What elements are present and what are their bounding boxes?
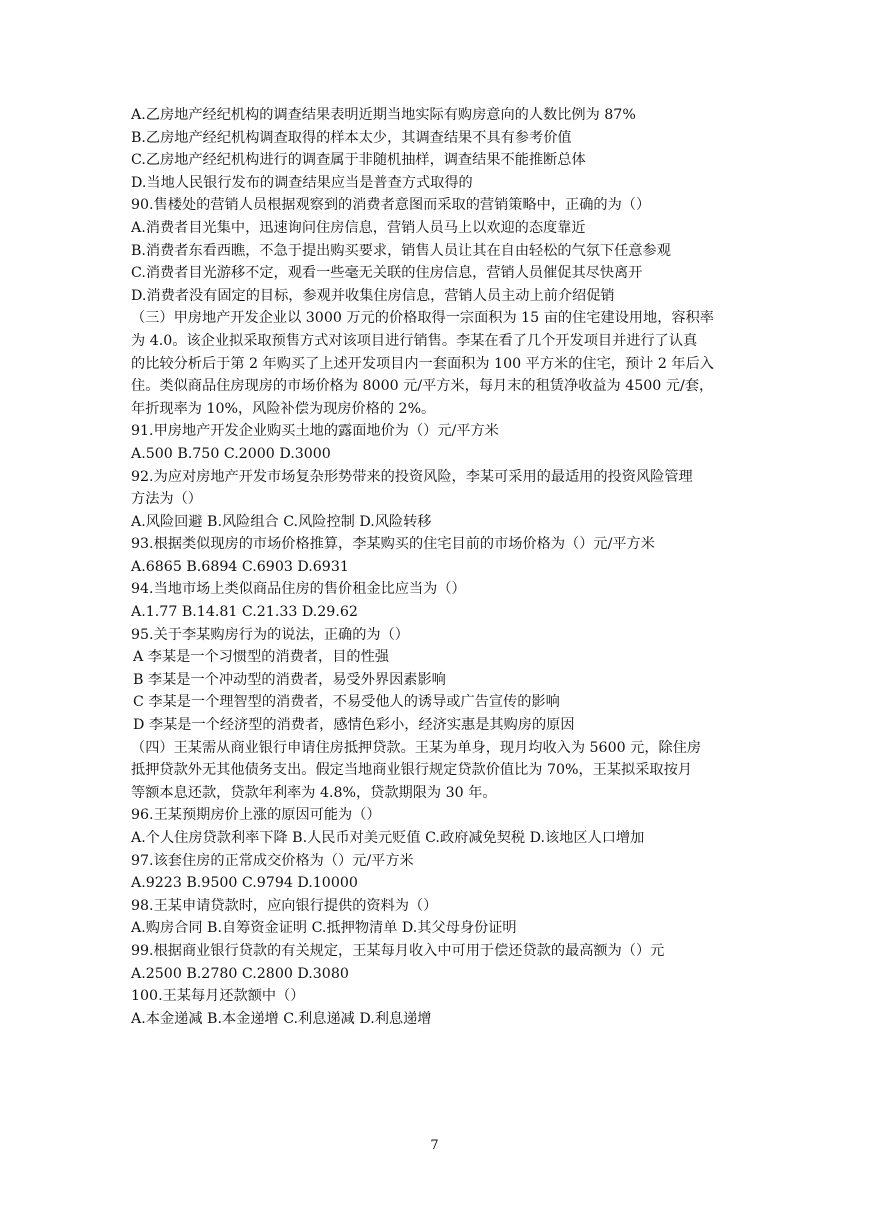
case-3-paragraph-line-4: 住。类似商品住房现房的市场价格为 8000 元/平方米，每月末的租赁净收益为 4500 元/套， — [131, 378, 714, 395]
case-4-paragraph-line-1: （四）王某需从商业银行申请住房抵押贷款。王某为单身，现月均收入为 5600 元，除住房 — [131, 739, 702, 756]
document-body — [131, 104, 741, 1030]
question-99: 99.根据商业银行贷款的有关规定，王某每月收入中可用于偿还贷款的最高额为（）元 — [131, 942, 665, 959]
case-4-paragraph-line-2: 抵押贷款外无其他债务支出。假定当地商业银行规定贷款价值比为 70%，王某拟采取按月 — [131, 762, 692, 779]
options-99: A.2500 B.2780 C.2800 D.3080 — [131, 965, 349, 982]
options-98: A.购房合同 B.自筹资金证明 C.抵押物清单 D.其父母身份证明 — [131, 920, 517, 937]
question-90: 90.售楼处的营销人员根据观察到的消费者意图而采取的营销策略中，正确的为（） — [131, 197, 651, 214]
option-90a: A.消费者目光集中，迅速询问住房信息，营销人员马上以欢迎的态度靠近 — [131, 219, 586, 236]
question-93: 93.根据类似现房的市场价格推算，李某购买的住宅目前的市场价格为（）元/平方米 — [131, 536, 655, 553]
case-3-paragraph-line-1: （三）甲房地产开发企业以 3000 万元的价格取得一宗面积为 15 亩的住宅建设用地，容积率 — [131, 310, 714, 327]
question-97: 97.该套住房的正常成交价格为（）元/平方米 — [131, 852, 414, 869]
question-91: 91.甲房地产开发企业购买土地的露面地价为（）元/平方米 — [131, 423, 499, 440]
option-89d: D.当地人民银行发布的调查结果应当是普查方式取得的 — [131, 174, 473, 191]
option-90d: D.消费者没有固定的目标，参观并收集住房信息，营销人员主动上前介绍促销 — [131, 287, 615, 304]
option-89c: C.乙房地产经纪机构进行的调查属于非随机抽样，调查结果不能推断总体 — [131, 152, 586, 169]
option-90c: C.消费者目光游移不定，观看一些毫无关联的住房信息，营销人员催促其尽快离开 — [131, 265, 643, 282]
question-94: 94.当地市场上类似商品住房的售价租金比应当为（） — [131, 581, 466, 598]
options-92: A.风险回避 B.风险组合 C.风险控制 D.风险转移 — [131, 513, 432, 530]
question-92-line-2: 方法为（） — [131, 491, 202, 508]
option-90b: B.消费者东看西瞧，不急于提出购买要求，销售人员让其在自由轻松的气氛下任意参观 — [131, 242, 671, 259]
options-94: A.1.77 B.14.81 C.21.33 D.29.62 — [131, 604, 358, 621]
option-95a: A 李某是一个习惯型的消费者，目的性强 — [133, 649, 389, 666]
case-3-paragraph-line-3: 的比较分析后于第 2 年购买了上述开发项目内一套面积为 100 平方米的住宅，预计 2 年后入 — [131, 355, 714, 372]
question-92-line-1: 92.为应对房地产开发市场复杂形势带来的投资风险，李某可采用的最适用的投资风险管理 — [131, 468, 693, 485]
option-95c: C 李某是一个理智型的消费者，不易受他人的诱导或广告宣传的影响 — [133, 694, 560, 711]
options-93: A.6865 B.6894 C.6903 D.6931 — [131, 558, 349, 575]
question-95: 95.关于李某购房行为的说法，正确的为（） — [131, 626, 409, 643]
question-96: 96.王某预期房价上涨的原因可能为（） — [131, 807, 381, 824]
options-91: A.500 B.750 C.2000 D.3000 — [131, 445, 331, 462]
options-97: A.9223 B.9500 C.9794 D.10000 — [131, 875, 358, 892]
case-3-paragraph-line-2: 为 4.0。该企业拟采取预售方式对该项目进行销售。李某在看了几个开发项目并进行了认真 — [131, 332, 698, 349]
case-4-paragraph-line-3: 等额本息还款，贷款年利率为 4.8%，贷款期限为 30 年。 — [131, 784, 497, 801]
case-3-paragraph-line-5: 年折现率为 10%，风险补偿为现房价格的 2%。 — [131, 400, 436, 417]
page-number: 7 — [430, 1138, 439, 1153]
option-95b: B 李某是一个冲动型的消费者，易受外界因素影响 — [133, 671, 446, 688]
option-89a: A.乙房地产经纪机构的调查结果表明近期当地实际有购房意向的人数比例为 87% — [131, 107, 636, 123]
option-95d: D 李某是一个经济型的消费者，感情色彩小，经济实惠是其购房的原因 — [133, 717, 575, 734]
options-100: A.本金递减 B.本金递增 C.利息递减 D.利息递增 — [131, 1010, 432, 1027]
option-89b: B.乙房地产经纪机构调查取得的样本太少，其调查结果不具有参考价值 — [131, 129, 572, 146]
options-96: A.个人住房贷款利率下降 B.人民币对美元贬值 C.政府减免契税 D.该地区人口增加 — [131, 830, 645, 846]
question-98: 98.王某申请贷款时，应向银行提供的资料为（） — [131, 897, 438, 914]
question-100: 100.王某每月还款额中（） — [131, 988, 305, 1005]
